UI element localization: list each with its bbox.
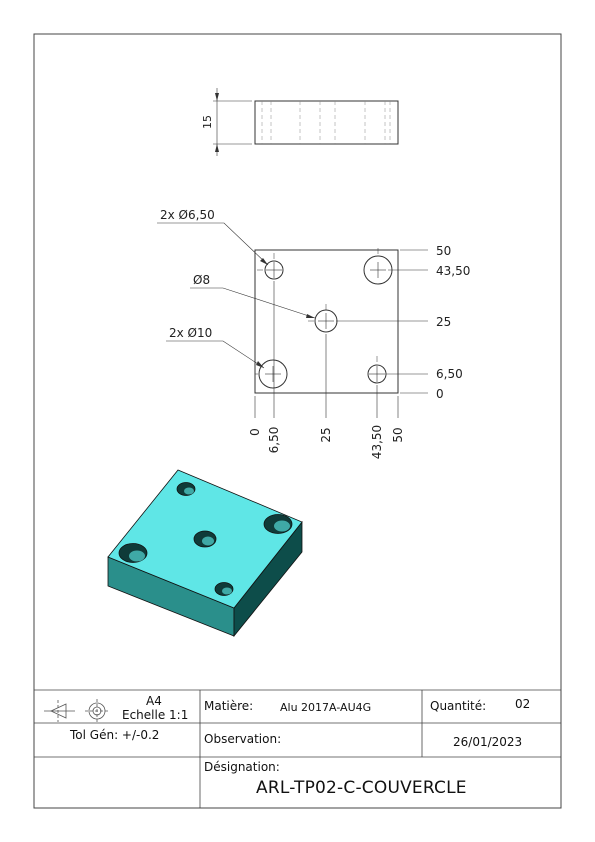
leader-arrow-small bbox=[260, 258, 268, 265]
ordinate-x-labels bbox=[248, 425, 405, 459]
sheet-format: A4 bbox=[146, 694, 162, 708]
designation-value: ARL-TP02-C-COUVERCLE bbox=[256, 778, 467, 798]
material-value: Alu 2017A-AU4G bbox=[280, 701, 372, 714]
callout-large-holes: 2x Ø10 bbox=[169, 326, 213, 340]
quantity-value: 02 bbox=[515, 697, 531, 711]
designation-label: Désignation: bbox=[204, 760, 280, 774]
general-tolerance: Tol Gén: +/-0.2 bbox=[70, 728, 160, 742]
ordinate-y-0: 0 bbox=[436, 387, 444, 401]
ordinate-x-leaders bbox=[255, 281, 398, 418]
sheet-frame bbox=[34, 34, 561, 808]
scale-label: Echelle 1:1 bbox=[122, 708, 189, 722]
ordinate-y-50: 50 bbox=[436, 244, 452, 258]
leader-arrow-center bbox=[306, 314, 315, 318]
thickness-dimension: 15 bbox=[201, 115, 214, 129]
center-lines bbox=[255, 248, 378, 374]
ordinate-y-25: 25 bbox=[436, 315, 452, 329]
quantity-label: Quantité: bbox=[430, 699, 487, 713]
ordinate-x-25: 25 bbox=[319, 427, 333, 443]
ordinate-x-43-50: 43,50 bbox=[370, 424, 384, 460]
observation-label: Observation: bbox=[204, 732, 282, 746]
projection-symbol-icon bbox=[44, 699, 109, 723]
ordinate-x-6-50: 6,50 bbox=[267, 426, 281, 454]
callout-center-hole: Ø8 bbox=[193, 273, 211, 287]
date-value: 26/01/2023 bbox=[453, 735, 523, 749]
top-view bbox=[255, 250, 398, 393]
ordinate-x-50: 50 bbox=[391, 427, 405, 443]
ordinate-y-43-50: 43,50 bbox=[436, 264, 471, 278]
callout-small-holes: 2x Ø6,50 bbox=[160, 208, 215, 222]
plate-outline bbox=[255, 250, 398, 393]
ordinate-x-0: 0 bbox=[248, 428, 262, 436]
side-view bbox=[213, 88, 398, 156]
ordinate-y-labels bbox=[436, 244, 470, 401]
ordinate-y-6-50: 6,50 bbox=[436, 367, 463, 381]
hole-callout-leaders bbox=[157, 223, 315, 368]
material-label: Matière: bbox=[204, 699, 254, 713]
ordinate-y-leaders bbox=[336, 250, 428, 393]
